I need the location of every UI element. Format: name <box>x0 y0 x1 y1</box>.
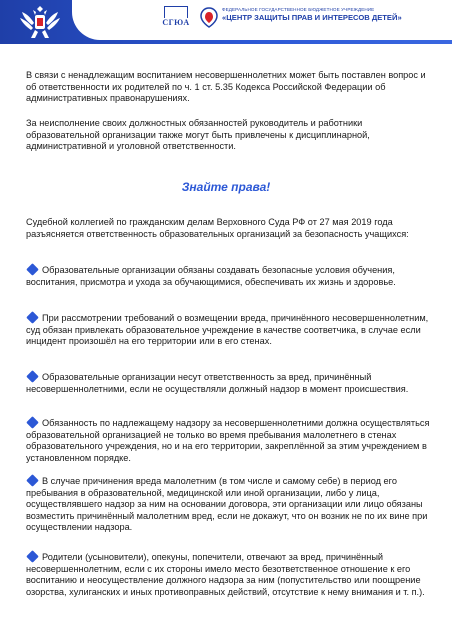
center-logo-icon <box>200 6 218 28</box>
list-item <box>26 552 434 598</box>
diamond-bullet-icon <box>26 370 39 383</box>
list-item-text: Родители (усыновители), опекуны, попечители, отвечают за вред, причинённый несовершеннолетним, если с их стороны имело место безответственное отношение к его воспитанию и неосуществление должного надзора за ним (попустительство или поощрение озорства, хулиганских и иных противоправных действий, отсутствие к нему внимания и т. п.). <box>26 552 425 597</box>
sgoa-label: СГЮА <box>162 18 190 27</box>
list-item <box>26 265 434 288</box>
sgoa-building-icon <box>164 6 188 18</box>
diamond-bullet-icon <box>26 263 39 276</box>
org-type-label: ФЕДЕРАЛЬНОЕ ГОСУДАРСТВЕННОЕ БЮДЖЕТНОЕ УЧРЕЖДЕНИЕ <box>222 7 375 12</box>
diamond-bullet-icon <box>26 416 39 429</box>
list-item-text: Образовательные организации несут ответственность за вред, причинённый несовершеннолетними, если не осуществляли должный надзор в момент происшествия. <box>26 372 409 394</box>
eagle-emblem-icon <box>18 2 62 42</box>
diamond-bullet-icon <box>26 311 39 324</box>
diamond-bullet-icon <box>26 550 39 563</box>
list-item-text: Обязанность по надлежащему надзору за несовершеннолетними должна осуществляться образовательной организацией не только во время пребывания малолетнего в стенах образовательного учреждения, но и на его территории, закреплённой за этим учреждением в установленном порядке. <box>26 418 430 463</box>
list-item <box>26 476 434 534</box>
sgoa-logo <box>156 6 196 32</box>
list-item-text: В случае причинения вреда малолетним (в том числе и самому себе) в период его пребывания в образовательной, медицинской или иной организации, либо у лица, осуществлявшего надзор за ним на основании договора, эти организации или лицо обязаны возместить причинённый малолетним вред, если не докажут, что он возник не по их вине при осуществлении надзора. <box>26 476 428 533</box>
org-name-label: «ЦЕНТР ЗАЩИТЫ ПРАВ И ИНТЕРЕСОВ ДЕТЕЙ» <box>222 13 402 22</box>
section-title: Знайте права! <box>181 180 271 194</box>
list-item-text: При рассмотрении требований о возмещении вреда, причинённого несовершеннолетним, суд обязан привлекать образовательное учреждение в качестве соответчика, в случае если инцидент произошёл на его территории или в его стенах. <box>26 313 429 347</box>
diamond-bullet-icon <box>26 474 39 487</box>
list-item <box>26 313 434 348</box>
list-item <box>26 372 434 395</box>
intro-paragraph-1: В связи с ненадлежащим воспитанием несовершеннолетних может быть поставлен вопрос и об ответственности их родителей по ч. 1 ст. 5.35 Кодекса Российской Федерации об административных правонарушениях. <box>26 70 426 104</box>
lead-paragraph: Судебной коллегией по гражданским делам Верховного Суда РФ от 27 мая 2019 года разъясняется ответственность образовательных организаций за безопасность учащихся: <box>26 217 409 239</box>
intro-paragraph-2: За неисполнение своих должностных обязанностей руководитель и работники образовательной организации также могут быть привлечены к дисциплинарной, административной и уголовной ответственности. <box>26 118 370 152</box>
list-item-text: Образовательные организации обязаны создавать безопасные условия обучения, воспитания, присмотра и ухода за обучающимися, обеспечивать их жизнь и здоровье. <box>26 265 396 287</box>
header-bar <box>0 0 452 44</box>
list-item <box>26 418 434 464</box>
